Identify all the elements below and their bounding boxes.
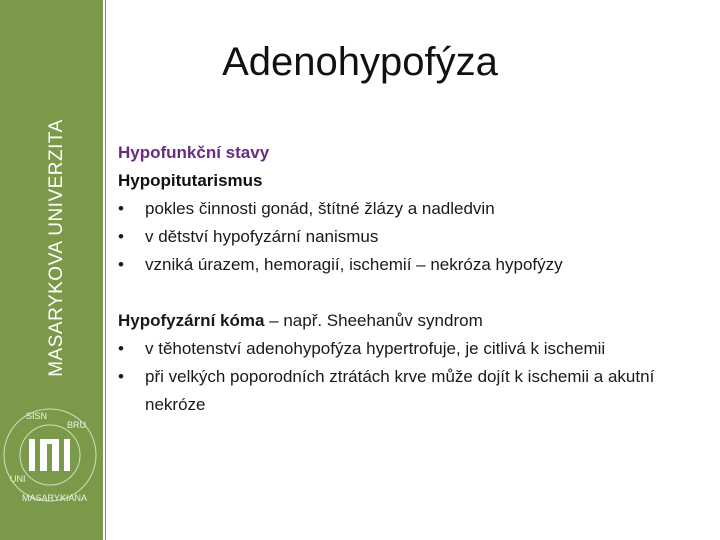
list-item (118, 223, 678, 251)
slide-title: Adenohypofýza (222, 40, 498, 84)
bullet-icon: • (118, 227, 124, 246)
list-item (118, 195, 678, 223)
bullet-list (118, 335, 678, 419)
sidebar-divider-line (105, 0, 106, 540)
list-item-text: při velkých poporodních ztrátách krve může dojít k ischemii a akutní nekróze (145, 367, 655, 414)
section2-heading (118, 307, 678, 335)
section-subheading: Hypopitutarismus (118, 171, 263, 190)
slide-content (118, 139, 678, 419)
svg-text:BRU: BRU (67, 420, 87, 430)
list-item-text: vzniká úrazem, hemoragií, ischemií – nekróza hypofýzy (145, 255, 563, 274)
bullet-icon: • (118, 367, 124, 386)
section-heading: Hypofunkční stavy (118, 143, 270, 162)
bullet-list (118, 195, 678, 279)
bullet-icon: • (118, 255, 124, 274)
list-item-text: pokles činnosti gonád, štítné žlázy a nadledvin (145, 199, 495, 218)
list-item-text: v dětství hypofyzární nanismus (145, 227, 379, 246)
list-item-text: v těhotenství adenohypofýza hypertrofuje, je citlivá k ischemii (145, 339, 606, 358)
svg-text:UNI: UNI (10, 474, 26, 484)
svg-text:MASARY: MASARY (22, 493, 60, 503)
term: Hypofyzární kóma (118, 311, 265, 330)
bullet-icon: • (118, 339, 124, 358)
sidebar (0, 0, 103, 540)
svg-text:SISN: SISN (26, 411, 48, 421)
university-name: MASARYKOVA UNIVERZITA (46, 119, 67, 377)
term-rest: – např. Sheehanův syndrom (264, 311, 483, 330)
list-item (118, 335, 678, 363)
list-item (118, 363, 678, 419)
svg-text:KIANA: KIANA (60, 493, 88, 503)
university-seal-icon (0, 400, 103, 510)
bullet-icon: • (118, 199, 124, 218)
list-item (118, 251, 678, 279)
